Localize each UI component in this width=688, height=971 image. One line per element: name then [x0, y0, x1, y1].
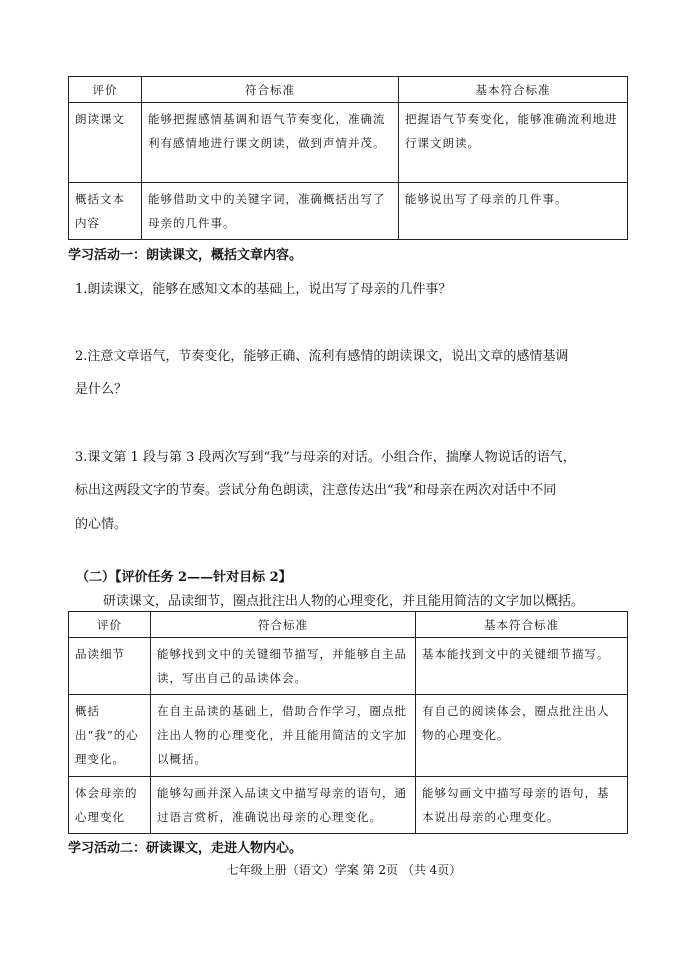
row-label: 品读细节: [69, 638, 151, 695]
question-2-line-2: 是什么？: [75, 382, 128, 397]
header-cell: 基本符合标准: [399, 77, 628, 103]
table-header-row: [69, 612, 628, 638]
basic-standard-cell: 有自己的阅读体会，圈点批注出人物的心理变化。: [416, 695, 628, 777]
meets-standard-cell: 能够找到文中的关键细节描写，并能够自主品读，写出自己的品读体会。: [151, 638, 416, 695]
meets-standard-cell: 能够勾画并深入品读文中描写母亲的语句，通过语言赏析，准确说出母亲的心理变化。: [151, 777, 416, 834]
question-3-line-3: 的心情。: [75, 517, 128, 532]
row-label: 体会母亲的心理变化: [69, 777, 151, 834]
table-header-row: [69, 77, 628, 103]
activity-2-title: 学习活动二：研读课文，走进人物内心。: [68, 841, 303, 856]
basic-standard-cell: 基本能找到文中的关键细节描写。: [416, 638, 628, 695]
row-label: 概括文本内容: [69, 183, 142, 240]
question-3-line-2: 标出这两段文字的节奏。尝试分角色朗读，注意传达出“我”和母亲在两次对话中不同: [75, 483, 557, 498]
page-footer: 七年级上册（语文）学案 第 2页 （共 4页）: [226, 863, 462, 877]
table-row: [69, 103, 628, 183]
task-2-description: 研读课文，品读细节，圈点批注出人物的心理变化，并且能用简洁的文字加以概括。: [103, 594, 585, 609]
meets-standard-cell: 能够借助文中的关键字词，准确概括出写了母亲的几件事。: [142, 183, 399, 240]
basic-standard-cell: 把握语气节奏变化，能够准确流利地进行课文朗读。: [399, 103, 628, 183]
row-label: 朗读课文: [69, 103, 142, 183]
table-row: [69, 695, 628, 777]
header-cell: 评价: [69, 77, 142, 103]
row-label: 概括出“我”的心理变化。: [69, 695, 151, 777]
meets-standard-cell: 在自主品读的基础上，借助合作学习，圈点批注出人物的心理变化，并且能用简洁的文字加以概括。: [151, 695, 416, 777]
question-3-line-1: 3.课文第 1 段与第 3 段两次写到“我”与母亲的对话。小组合作，揣摩人物说话的语气，: [75, 450, 576, 465]
question-2-line-1: 2.注意文章语气，节奏变化，能够正确、流利有感情的朗读课文，说出文章的感情基调: [75, 349, 569, 364]
header-cell: 评价: [69, 612, 151, 638]
task-2-heading: （二）【评价任务 2——针对目标 2】: [76, 570, 292, 585]
table-row: [69, 183, 628, 240]
table-row: [69, 777, 628, 834]
activity-1-title: 学习活动一：朗读课文，概括文章内容。: [68, 248, 303, 263]
meets-standard-cell: 能够把握感情基调和语气节奏变化，准确流利有感情地进行课文朗读，做到声情并茂。: [142, 103, 399, 183]
question-1: 1.朗读课文，能够在感知文本的基础上，说出写了母亲的几件事？: [75, 282, 452, 297]
header-cell: 基本符合标准: [416, 612, 628, 638]
basic-standard-cell: 能够勾画文中描写母亲的语句，基本说出母亲的心理变化。: [416, 777, 628, 834]
header-cell: 符合标准: [142, 77, 399, 103]
evaluation-table-1: [68, 76, 628, 240]
evaluation-table-2: [68, 611, 628, 834]
table-row: [69, 638, 628, 695]
header-cell: 符合标准: [151, 612, 416, 638]
basic-standard-cell: 能够说出写了母亲的几件事。: [399, 183, 628, 240]
